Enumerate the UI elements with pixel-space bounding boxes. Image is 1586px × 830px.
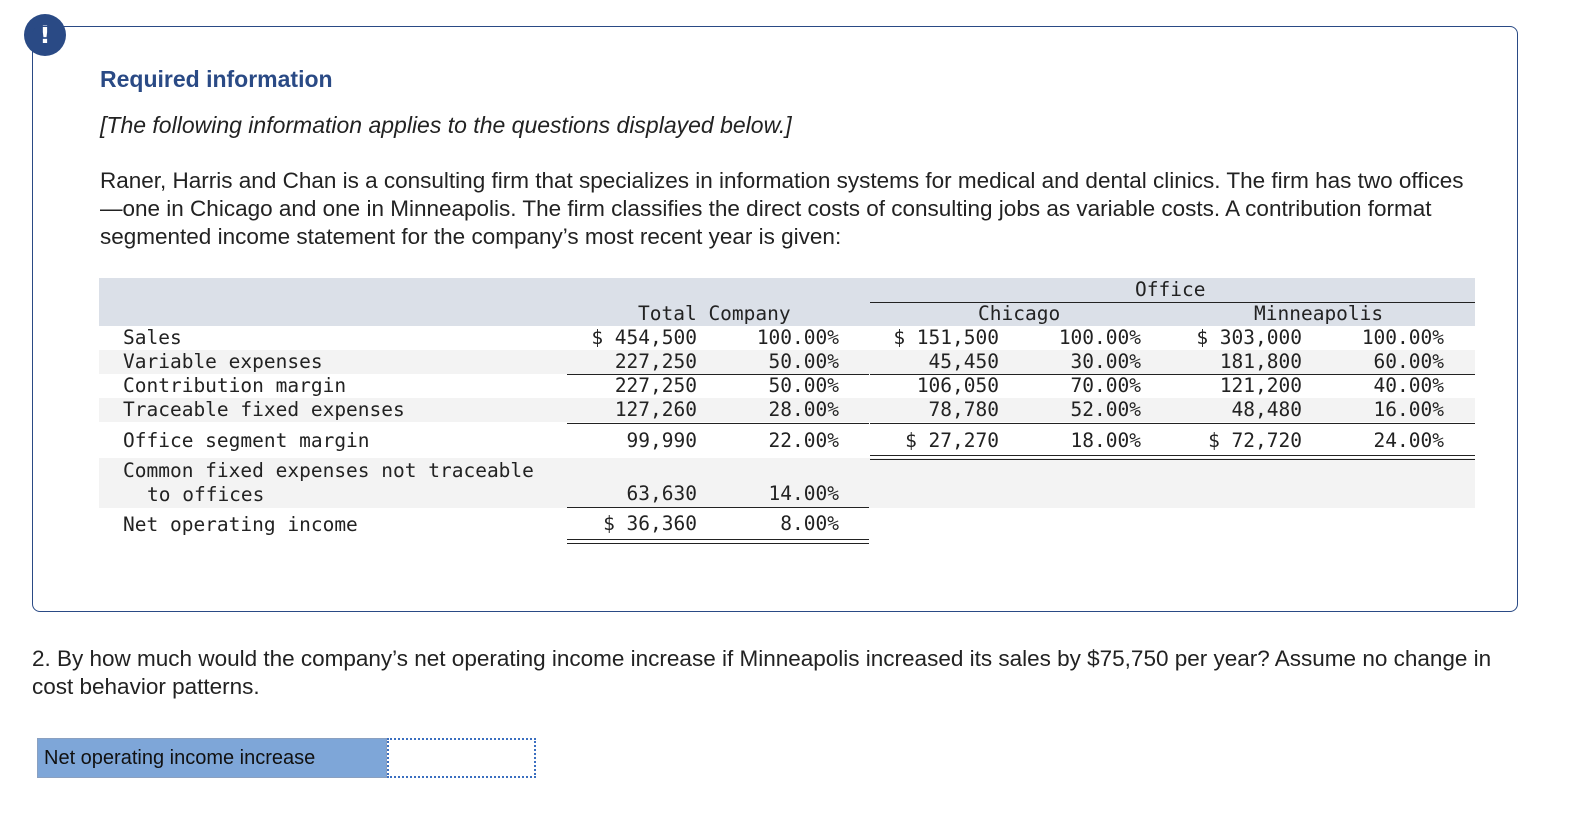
cell-total-amount: $ 36,360	[603, 512, 697, 535]
row-label-common-fixed-expenses-cont: to offices	[147, 483, 265, 506]
cell-total-amount: 63,630	[626, 482, 697, 505]
answer-input[interactable]	[387, 738, 536, 778]
row-label-sales: Sales	[123, 326, 182, 349]
cell-minneapolis-percent: 40.00%	[1373, 374, 1444, 397]
cell-total-amount: $ 454,500	[591, 326, 697, 349]
cell-minneapolis-percent: 24.00%	[1373, 429, 1444, 452]
cell-chicago-percent: 52.00%	[1070, 398, 1141, 421]
cell-chicago-amount: 45,450	[928, 350, 999, 373]
header-chicago: Chicago	[978, 302, 1061, 325]
cell-total-percent: 100.00%	[756, 326, 839, 349]
cell-chicago-amount: $ 151,500	[893, 326, 999, 349]
cell-total-amount: 127,260	[614, 398, 697, 421]
header-office: Office	[1135, 278, 1206, 301]
row-label-contribution-margin: Contribution margin	[123, 374, 347, 397]
cell-minneapolis-amount: 48,480	[1231, 398, 1302, 421]
alert-icon: !	[24, 14, 66, 56]
cell-minneapolis-amount: 121,200	[1219, 374, 1302, 397]
row-label-office-segment-margin: Office segment margin	[123, 429, 370, 452]
row-label-net-operating-income: Net operating income	[123, 513, 358, 536]
cell-minneapolis-percent: 16.00%	[1373, 398, 1444, 421]
cell-chicago-percent: 70.00%	[1070, 374, 1141, 397]
info-note: [The following information applies to the questions displayed below.]	[100, 112, 792, 138]
row-label-common-fixed-expenses: Common fixed expenses not traceable	[123, 459, 534, 482]
cell-total-amount: 99,990	[626, 429, 697, 452]
total-subtotal-rule	[567, 507, 869, 508]
cell-chicago-amount: 78,780	[928, 398, 999, 421]
cell-chicago-percent: 100.00%	[1058, 326, 1141, 349]
cell-chicago-percent: 18.00%	[1070, 429, 1141, 452]
cell-total-amount: 227,250	[614, 374, 697, 397]
answer-label: Net operating income increase	[37, 738, 387, 778]
total-double-rule	[567, 539, 869, 544]
cell-total-percent: 22.00%	[768, 429, 839, 452]
office-double-rule	[870, 455, 1475, 460]
cell-total-percent: 28.00%	[768, 398, 839, 421]
cell-minneapolis-amount: $ 72,720	[1208, 429, 1302, 452]
cell-minneapolis-percent: 100.00%	[1361, 326, 1444, 349]
row-label-variable-expenses: Variable expenses	[123, 350, 323, 373]
cell-total-percent: 50.00%	[768, 350, 839, 373]
cell-total-percent: 8.00%	[780, 512, 839, 535]
cell-minneapolis-amount: $ 303,000	[1196, 326, 1302, 349]
segmented-income-statement	[99, 278, 1475, 548]
intro-paragraph: Raner, Harris and Chan is a consulting firm that specializes in information systems for medical and dental clinics. The firm has two offices—one in Chicago and one in Minneapolis. The firm classifies the direct costs of consulting jobs as variable costs. A contribution format segmented income statement for the company’s most recent year is given:	[100, 168, 1464, 249]
header-minneapolis: Minneapolis	[1254, 302, 1384, 325]
cell-minneapolis-amount: 181,800	[1219, 350, 1302, 373]
total-subtotal-rule	[567, 423, 869, 424]
office-subtotal-rule	[870, 423, 1475, 424]
cell-total-amount: 227,250	[614, 350, 697, 373]
question-text: 2. By how much would the company’s net operating income increase if Minneapolis increased its sales by $75,750 per year? Assume no change in cost behavior patterns.	[32, 646, 1492, 699]
cell-chicago-percent: 30.00%	[1070, 350, 1141, 373]
cell-total-percent: 14.00%	[768, 482, 839, 505]
office-header-rule	[870, 302, 1475, 303]
cell-total-percent: 50.00%	[768, 374, 839, 397]
header-total-company: Total Company	[638, 302, 791, 325]
row-label-traceable-fixed-expenses: Traceable fixed expenses	[123, 398, 405, 421]
cell-chicago-amount: 106,050	[916, 374, 999, 397]
cell-minneapolis-percent: 60.00%	[1373, 350, 1444, 373]
cell-chicago-amount: $ 27,270	[905, 429, 999, 452]
required-info-title: Required information	[100, 66, 333, 92]
